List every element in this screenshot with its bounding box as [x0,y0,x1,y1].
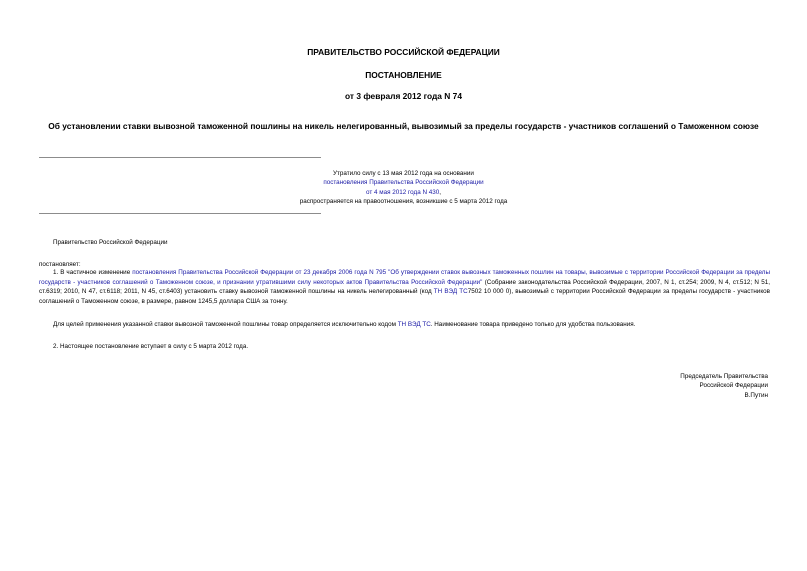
signature-name: В.Путин [744,391,768,399]
p1-decree-link[interactable]: постановления Правительства Российской Федерации от 23 декабря 2006 года N 795 "Об утверждении ставок вывозных таможенных пошлин на товары, вывозимые с территории Российской Федерации за пределы государств - участников соглашений о Таможенном союзе, и признании утратившими силу некоторых актов Правительства Российской Федерации" [39,269,770,286]
status-comma: , [439,188,441,196]
p2-code-link[interactable]: ТН ВЭД ТС [397,321,431,328]
doc-title: Об установлении ставки вывозной таможенной пошлины на никель нелегированный, вывозимый за пределы государств - участников соглашений о Таможенном союзе [48,121,759,131]
signature-title: Председатель Правительства [680,373,768,380]
divider-bottom [39,213,321,214]
decrees-line: постановляет: [39,261,81,268]
status-line-1: Утратило силу с 13 мая 2012 года на основании [333,170,474,177]
signature-org: Российской Федерации [699,382,768,390]
doc-date-number: от 3 февраля 2012 года N 74 [345,91,462,101]
p1-mid: (Собрание законодательства Российской Федерации, 2007, N 1, ст.254; 2009, N 4, ст.512; N 51, ст.6319; 2010, N 47, ст.6118; 2011, N 45, ст.6403) установить ставку вывозной таможенной пошлины на никель нелегированный (код [39,278,771,296]
doc-type: ПОСТАНОВЛЕНИЕ [365,70,442,80]
p2-prefix: Для целей применения указанной ставки вывозной таможенной пошлины товар определяется исключительно кодом [53,321,398,328]
signature-block [680,372,768,400]
org-title: ПРАВИТЕЛЬСТВО РОССИЙСКОЙ ФЕДЕРАЦИИ [307,47,500,57]
status-line-3: распространяется на правоотношения, возникшие с 5 марта 2012 года [299,198,508,206]
paragraph-3: 2. Настоящее постановление вступает в силу с 5 марта 2012 года. [53,343,249,350]
status-block [0,169,807,207]
p1-prefix: 1. В частичное изменение [53,269,133,276]
gov-line: Правительство Российской Федерации [53,239,168,246]
p2-suffix: . Наименование товара приведено только для удобства пользования. [430,321,636,328]
paragraph-1 [39,268,770,306]
paragraph-2 [39,320,770,330]
status-link-decree[interactable]: постановления Правительства Российской Федерации [323,179,484,187]
p1-code-link[interactable]: ТН ВЭД ТС [433,288,468,296]
divider-top [39,157,321,158]
p1-suffix: 7502 10 000 0), вывозимый с территории Российской Федерации за пределы государств - участников соглашений о Таможенном союзе, в размере, равном 1245,5 доллара США за тонну. [39,288,770,305]
status-link-date[interactable]: от 4 мая 2012 года N 430 [366,188,440,196]
